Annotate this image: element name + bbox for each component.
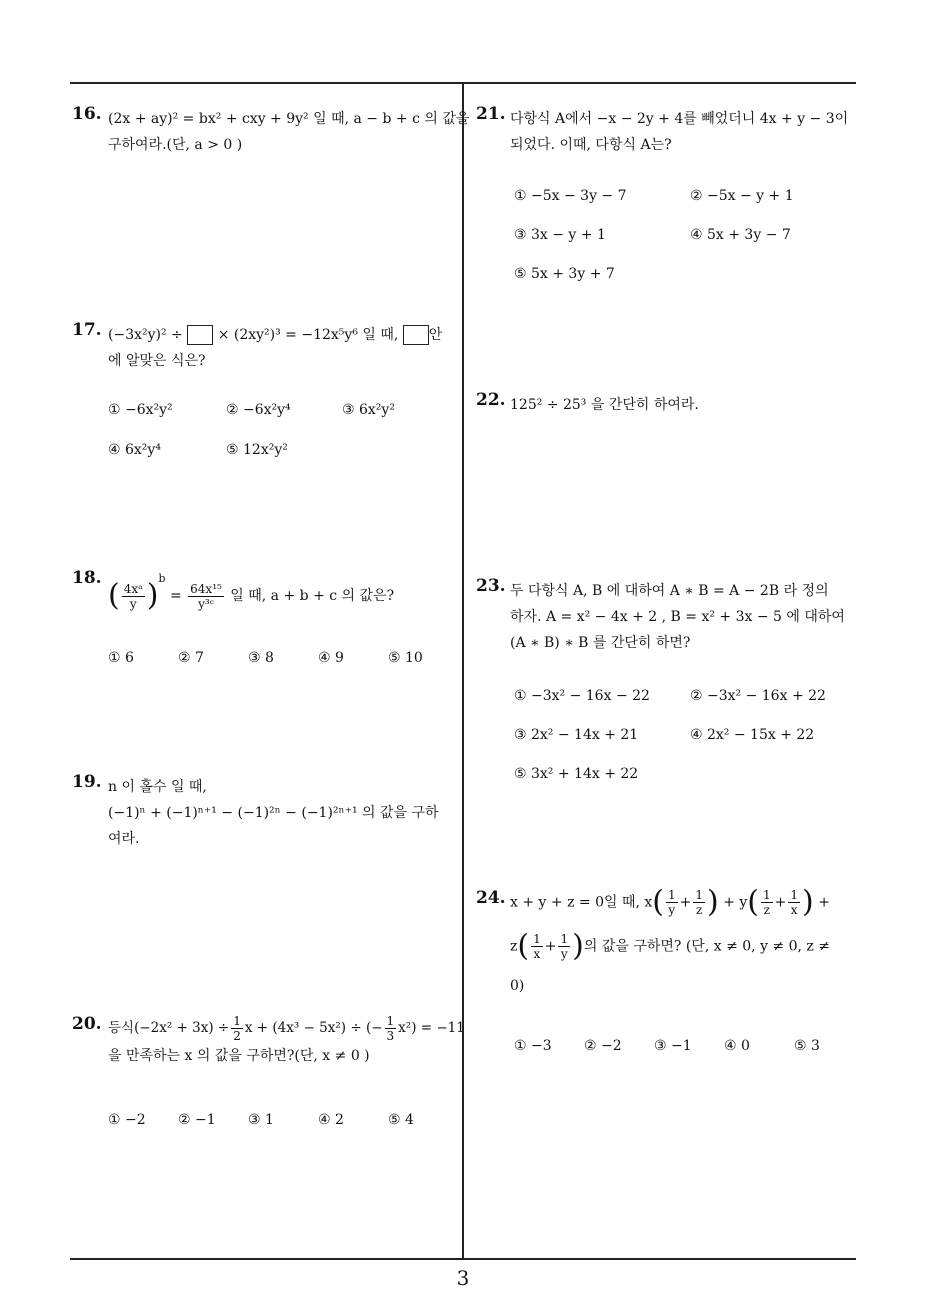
fraction [188,582,224,611]
plus-sign: + [544,938,557,955]
page-number: 3 [456,1266,470,1290]
expression-part: 안 [428,327,443,343]
problem-text [510,578,845,656]
choice-5[interactable]: ⑤ 10 [388,650,423,666]
choice-2[interactable]: ② −2 [584,1038,622,1054]
fraction [122,582,145,611]
choice-3[interactable]: ③ 3x − y + 1 [514,227,606,243]
fraction [788,888,800,917]
problem-line: 다항식 A에서 −x − 2y + 4를 빼었더니 4x + y − 3이 [510,111,849,127]
problem-line: (A ∗ B) ∗ B 를 간단히 하면? [510,635,691,651]
choice-4[interactable]: ④ 0 [724,1038,750,1054]
choice-3[interactable]: ③ 2x² − 14x + 21 [514,727,639,743]
problem-text [108,106,469,158]
choice-2[interactable]: ② −6x²y⁴ [226,402,291,418]
left-paren: ( [108,578,120,613]
choice-4[interactable]: ④ 9 [318,650,344,666]
fraction-denominator: x [533,947,541,961]
expression-part: z [510,938,518,955]
choice-2[interactable]: ② −5x − y + 1 [690,188,794,204]
choice-1[interactable]: ① −3x² − 16x − 22 [514,688,650,704]
fraction-numerator: 1 [790,888,799,902]
left-paren: ( [747,884,759,920]
problem-number: 22. [476,390,506,410]
problem-line [510,884,830,932]
bottom-rule [70,1258,856,1260]
fraction [666,888,678,917]
problem-text [510,884,830,996]
right-paren: ) [146,578,159,613]
right-paren: ) [802,884,814,920]
problem-line: (−1)ⁿ + (−1)ⁿ⁺¹ − (−1)²ⁿ − (−1)²ⁿ⁺¹ 의 값을 구하 [108,805,439,821]
problem-number: 20. [72,1014,102,1034]
choice-5[interactable]: ⑤ 3x² + 14x + 22 [514,766,639,782]
expression-part: + y [723,894,748,911]
expression-part: + [818,894,830,911]
fraction-denominator: x [790,903,798,917]
problem-number: 17. [72,320,102,340]
left-paren: ( [517,928,530,964]
problem-number: 21. [476,104,506,124]
problem-text [108,322,442,374]
problem-line: 여라. [108,831,140,847]
choice-1[interactable]: ① −6x²y² [108,402,173,418]
left-paren: ( [652,884,664,920]
fraction-numerator: 4xᵃ [123,581,143,596]
choice-5[interactable]: ⑤ 12x²y² [226,442,288,458]
problem-line: (2x + ay)² = bx² + cxy + 9y² 일 때, a − b + c 의 값을 [108,111,470,127]
problem-line: 0) [510,978,525,994]
problem-line: 하자. A = x² − 4x + 2 , B = x² + 3x − 5 에 대하여 [510,609,845,625]
plus-sign: + [679,894,692,911]
problem-line: 을 만족하는 x 의 값을 구하면?(단, x ≠ 0 ) [108,1048,370,1064]
column-divider [462,83,464,1258]
fraction-denominator: y [560,947,568,961]
fraction-numerator: 1 [695,888,704,902]
problem-text [108,774,439,852]
choice-2[interactable]: ② 7 [178,650,204,666]
choice-5[interactable]: ⑤ 3 [794,1038,820,1054]
choice-2[interactable]: ② −1 [178,1112,216,1128]
equals-sign: = [169,588,182,604]
fraction-numerator: 1 [763,888,771,902]
expression-part: x²) = −11 [398,1020,465,1036]
fraction [693,888,705,917]
problem-number: 16. [72,104,102,124]
problem-text [108,566,394,611]
choice-4[interactable]: ④ 6x²y⁴ [108,442,161,458]
fraction-numerator: 64x¹⁵ [190,581,222,596]
fraction [385,1014,397,1043]
problem-line [510,928,830,976]
expression-part: x + y + z = 0일 때, x [510,894,653,911]
problem-line [108,566,394,611]
choice-1[interactable]: ① 6 [108,650,134,666]
choice-4[interactable]: ④ 5x + 3y − 7 [690,227,791,243]
choice-3[interactable]: ③ 8 [248,650,274,666]
expression-part: 등식(−2x² + 3x) ÷ [108,1020,230,1036]
fraction-numerator: 1 [668,888,676,902]
expression-part: × (2xy²)³ = −12x⁵y⁶ 일 때, [217,327,399,343]
problem-text [108,1014,465,1069]
plus-sign: + [774,894,787,911]
fraction-denominator: 3 [386,1029,395,1043]
problem-line: n 이 홀수 일 때, [108,779,207,795]
problem-line: 구하여라.(단, a > 0 ) [108,137,243,153]
choice-1[interactable]: ① −5x − 3y − 7 [514,188,627,204]
choice-3[interactable]: ③ −1 [654,1038,692,1054]
right-paren: ) [707,884,719,920]
choice-4[interactable]: ④ 2 [318,1112,344,1128]
choice-5[interactable]: ⑤ 4 [388,1112,414,1128]
choice-2[interactable]: ② −3x² − 16x + 22 [690,688,826,704]
fraction-numerator: 1 [233,1014,241,1028]
fraction [231,1014,243,1043]
fraction [761,888,773,917]
choice-3[interactable]: ③ 1 [248,1112,274,1128]
fraction-denominator: y³ᶜ [198,596,214,611]
problem-line: 에 알맞은 식은? [108,353,206,369]
choice-1[interactable]: ① −2 [108,1112,146,1128]
problem-line [108,322,442,348]
blank-box [403,325,429,345]
fraction [531,932,543,961]
expression-part: 일 때, a + b + c 의 값은? [230,588,395,604]
fraction-denominator: y [668,903,676,917]
problem-line: 되었다. 이때, 다항식 A는? [510,137,672,153]
exponent: b [158,572,166,585]
problem-line: 두 다항식 A, B 에 대하여 A ∗ B = A − 2B 라 정의 [510,583,829,599]
problem-number: 23. [476,576,506,596]
expression-part: (−3x²y)² ÷ [108,327,183,343]
problem-line [108,1014,465,1043]
problem-number: 24. [476,888,506,908]
blank-box [187,325,213,345]
choice-4[interactable]: ④ 2x² − 15x + 22 [690,727,815,743]
problem-number: 18. [72,568,102,588]
expression-part: 의 값을 구하면? (단, x ≠ 0, y ≠ 0, z ≠ [583,938,830,955]
fraction-denominator: y [129,596,137,611]
fraction-denominator: z [696,903,703,917]
fraction-denominator: 2 [233,1029,241,1043]
choice-5[interactable]: ⑤ 5x + 3y + 7 [514,266,615,282]
problem-text [510,106,848,158]
choice-1[interactable]: ① −3 [514,1038,552,1054]
right-paren: ) [572,928,584,964]
fraction-denominator: z [763,903,770,917]
fraction-numerator: 1 [386,1014,395,1028]
problem-number: 19. [72,772,102,792]
choice-3[interactable]: ③ 6x²y² [342,402,395,418]
fraction [558,932,570,961]
fraction-numerator: 1 [533,932,541,946]
problem-text [510,392,699,418]
problem-line: 125² ÷ 25³ 을 간단히 하여라. [510,397,699,413]
fraction-numerator: 1 [560,932,569,946]
expression-part: x + (4x³ − 5x²) ÷ (− [244,1020,383,1036]
